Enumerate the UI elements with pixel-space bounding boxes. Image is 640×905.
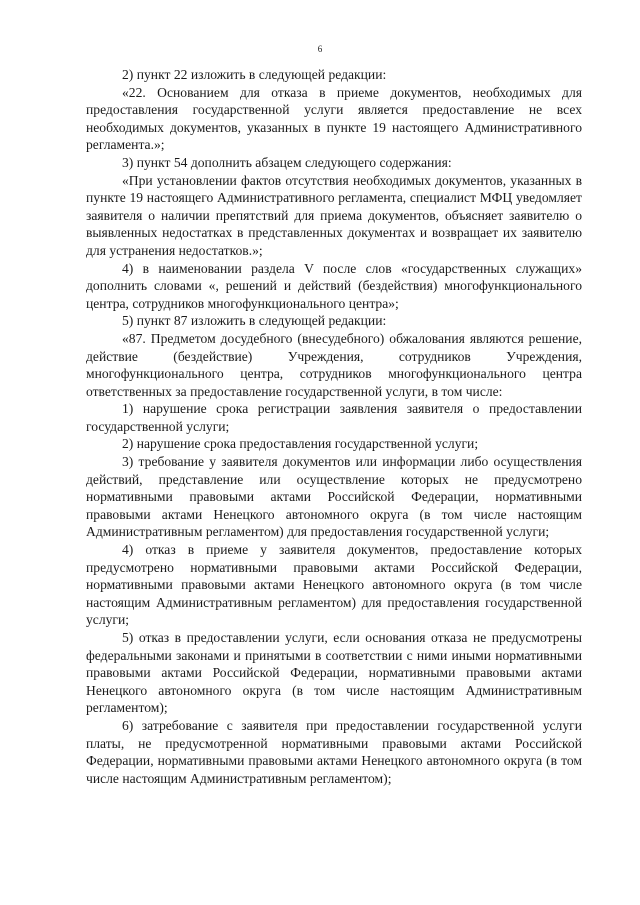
paragraph-item-22-text: «22. Основанием для отказа в приеме документов, необходимых для предоставления государственной услуги является предоставление не всех необходимых документов, указанных в пункте 19 настоящего Административного регламента.»; (86, 84, 582, 153)
list-item-5: 5) отказ в предоставлении услуги, если основания отказа не предусмотрены федеральными законами и принятыми в соответствии с ними иными нормативными правовыми актами Российской Федерации, нормативными правовыми актами Ненецкого автономного округа (в том числе настоящим Административным регламентом); (86, 630, 582, 716)
paragraph-item-54-text: «При установлении фактов отсутствия необходимых документов, указанных в пункте 19 настоящего Административного регламента, специалист МФЦ уведомляет заявителя о наличии препятствий для приема документов, объясняет заявителю о выявленных недостатках в представленных документах и возвращает их заявителю для устранения недостатков.»; (86, 172, 582, 258)
list-item-1: 1) нарушение срока регистрации заявления заявителя о предоставлении государственной услуги; (86, 401, 582, 434)
document-body (86, 66, 582, 787)
paragraph-amend-section-v: 4) в наименовании раздела V после слов «государственных служащих» дополнить словами «, решений и действий (бездействия) многофункционального центра, сотрудников многофункционального центра»; (86, 260, 582, 311)
page-number: 6 (317, 44, 323, 54)
list-item-4: 4) отказ в приеме у заявителя документов, предоставление которых предусмотрено нормативными правовыми актами Российской Федерации, нормативными правовыми актами Ненецкого автономного округа (в том числе настоящим Административным регламентом) для предоставления государственной услуги; (86, 542, 582, 628)
paragraph-amend-item-87: 5) пункт 87 изложить в следующей редакции: (122, 313, 387, 329)
list-item-3: 3) требование у заявителя документов или информации либо осуществления действий, представление или осуществление которых не предусмотрено нормативными правовыми актами Российской Федерации, нормативными правовыми актами Ненецкого автономного округа (в том числе настоящим Административным регламентом) для предоставления государственной услуги; (86, 454, 582, 540)
paragraph-amend-item-54: 3) пункт 54 дополнить абзацем следующего содержания: (122, 154, 452, 170)
paragraph-item-87-text: «87. Предметом досудебного (внесудебного) обжалования являются решение, действие (бездействие) Учреждения, сотрудников Учреждения, многофункционального центра, сотрудников многофункционального центра ответственных за предоставление государственной услуги, в том числе: (86, 330, 582, 399)
paragraph-amend-item-22: 2) пункт 22 изложить в следующей редакции: (122, 67, 387, 82)
list-item-2: 2) нарушение срока предоставления государственной услуги; (122, 436, 479, 452)
list-item-6: 6) затребование с заявителя при предоставлении государственной услуги платы, не предусмотренной нормативными правовыми актами Российской Федерации, нормативными правовыми актами Ненецкого автономного округа (в том числе настоящим Административным регламентом); (86, 717, 582, 786)
